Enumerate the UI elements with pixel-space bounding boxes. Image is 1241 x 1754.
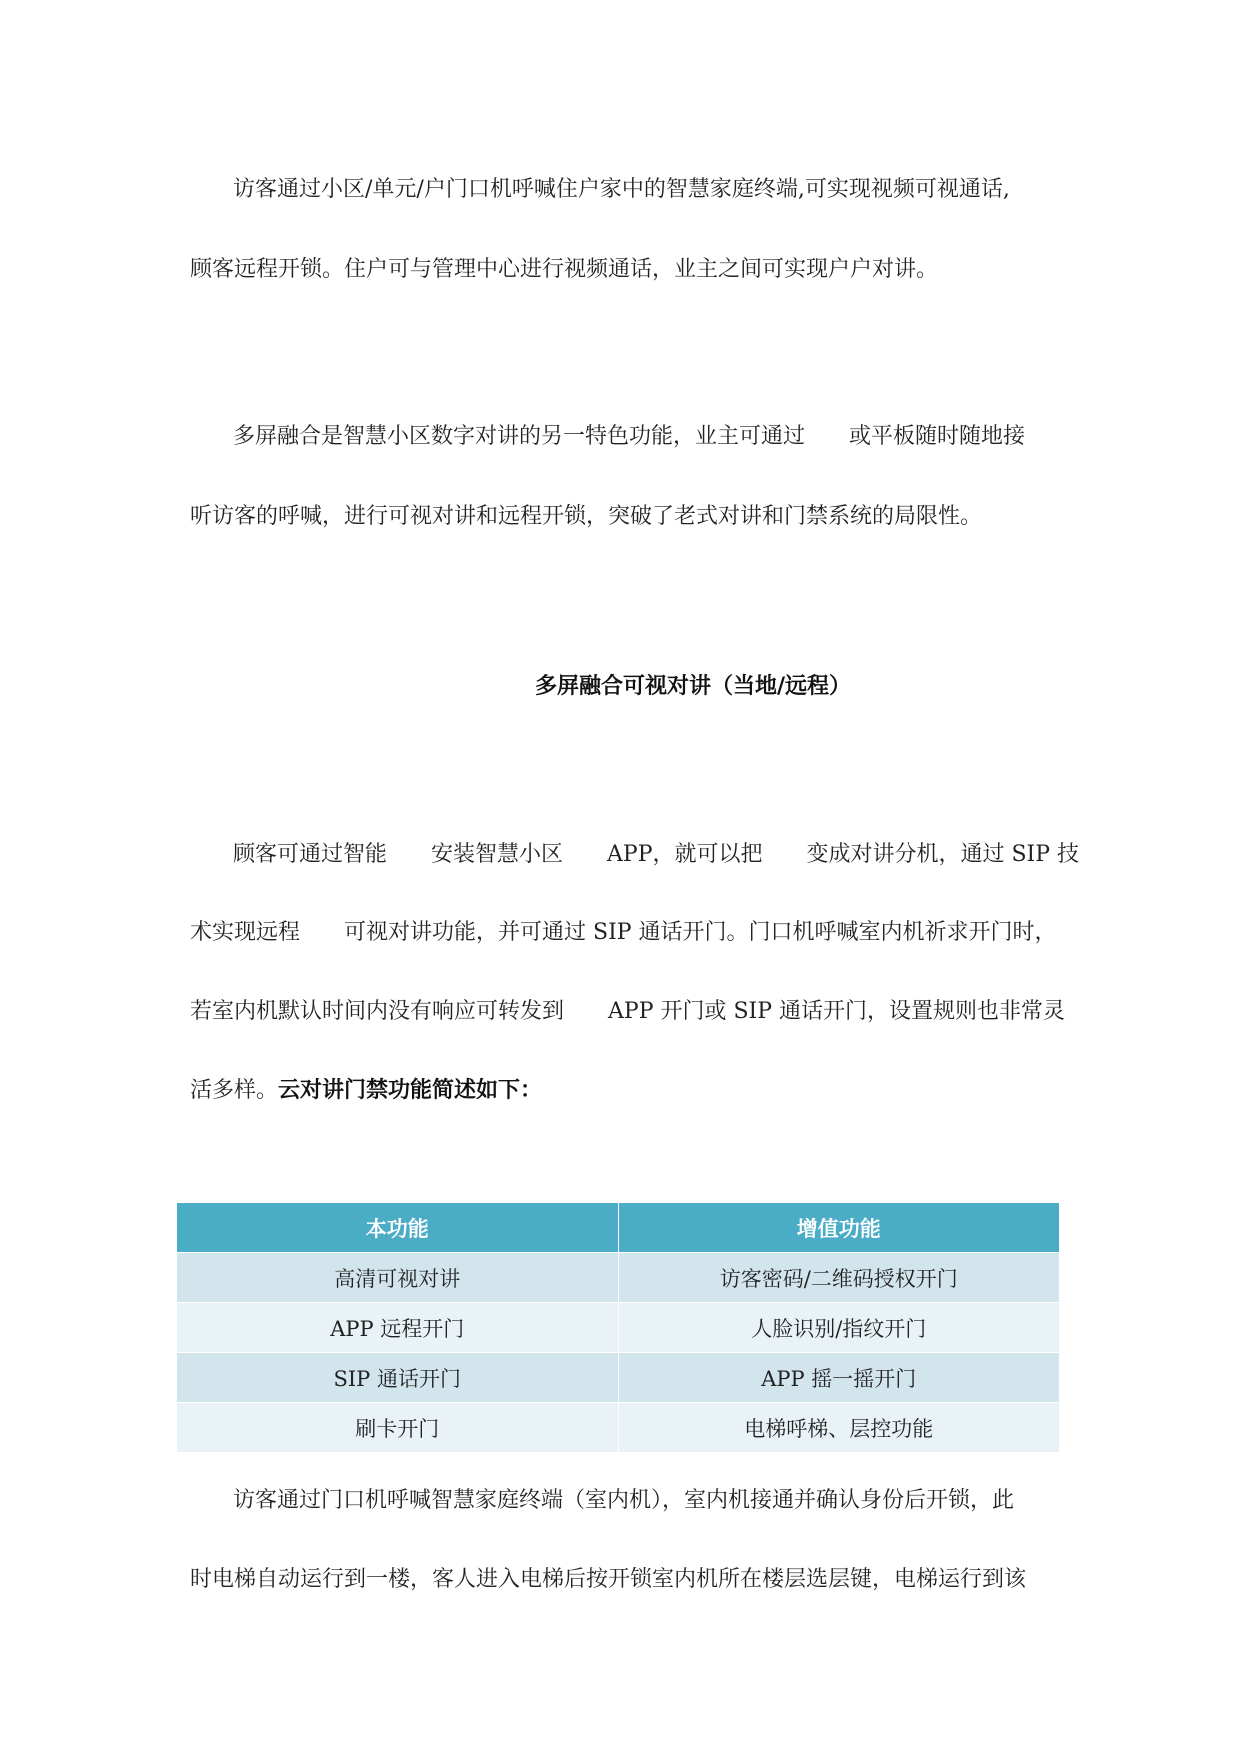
paragraph-4-line-1: 访客通过门口机呼喊智慧家庭终端（室内机），室内机接通并确认身份后开锁，此 xyxy=(233,1488,1015,1513)
table-header-basic: 本功能 xyxy=(177,1203,619,1253)
table-row xyxy=(177,1303,1060,1353)
table-row xyxy=(177,1253,1060,1303)
paragraph-2-line-1: 多屏融合是智慧小区数字对讲的另一特色功能，业主可通过 或平板随时随地接 xyxy=(233,424,1026,449)
paragraph-2-line-2: 听访客的呼喊，进行可视对讲和远程开锁，突破了老式对讲和门禁系统的局限性。 xyxy=(190,504,983,529)
paragraph-3-line-4-text: 活多样。 xyxy=(190,1078,279,1103)
table-cell: 人脸识别/指纹开门 xyxy=(618,1303,1060,1353)
feature-table xyxy=(176,1202,1060,1453)
table-cell: 高清可视对讲 xyxy=(177,1253,619,1303)
table-row xyxy=(177,1403,1060,1453)
table-cell: 访客密码/二维码授权开门 xyxy=(618,1253,1060,1303)
section-heading: 多屏融合可视对讲（当地/远程） xyxy=(535,674,852,699)
paragraph-3-line-2: 术实现远程 可视对讲功能，并可通过 SIP 通话开门。门口机呼喊室内机祈求开门时， xyxy=(190,920,1057,945)
table-cell: SIP 通话开门 xyxy=(177,1353,619,1403)
table-header-row xyxy=(177,1203,1060,1253)
paragraph-3-line-4 xyxy=(190,1076,542,1106)
table-row xyxy=(177,1353,1060,1403)
table-cell: APP 摇一摇开门 xyxy=(618,1353,1060,1403)
paragraph-3-line-3: 若室内机默认时间内没有响应可转发到 APP 开门或 SIP 通话开门，设置规则也非常灵 xyxy=(190,999,1066,1024)
table-cell: 刷卡开门 xyxy=(177,1403,619,1453)
table-cell: APP 远程开门 xyxy=(177,1303,619,1353)
table-header-value-added: 增值功能 xyxy=(618,1203,1060,1253)
paragraph-1-line-2: 顾客远程开锁。住户可与管理中心进行视频通话，业主之间可实现户户对讲。 xyxy=(190,257,939,282)
paragraph-4-line-2: 时电梯自动运行到一楼，客人进入电梯后按开锁室内机所在楼层选层键，电梯运行到该 xyxy=(190,1567,1027,1592)
paragraph-3-line-1: 顾客可通过智能 安装智慧小区 APP，就可以把 变成对讲分机，通过 SIP 技 xyxy=(233,842,1080,867)
table-intro-bold: 云对讲门禁功能简述如下： xyxy=(278,1078,543,1103)
paragraph-1-line-1: 访客通过小区/单元/户门口机呼喊住户家中的智慧家庭终端,可实现视频可视通话, xyxy=(233,177,1010,202)
table-cell: 电梯呼梯、层控功能 xyxy=(618,1403,1060,1453)
